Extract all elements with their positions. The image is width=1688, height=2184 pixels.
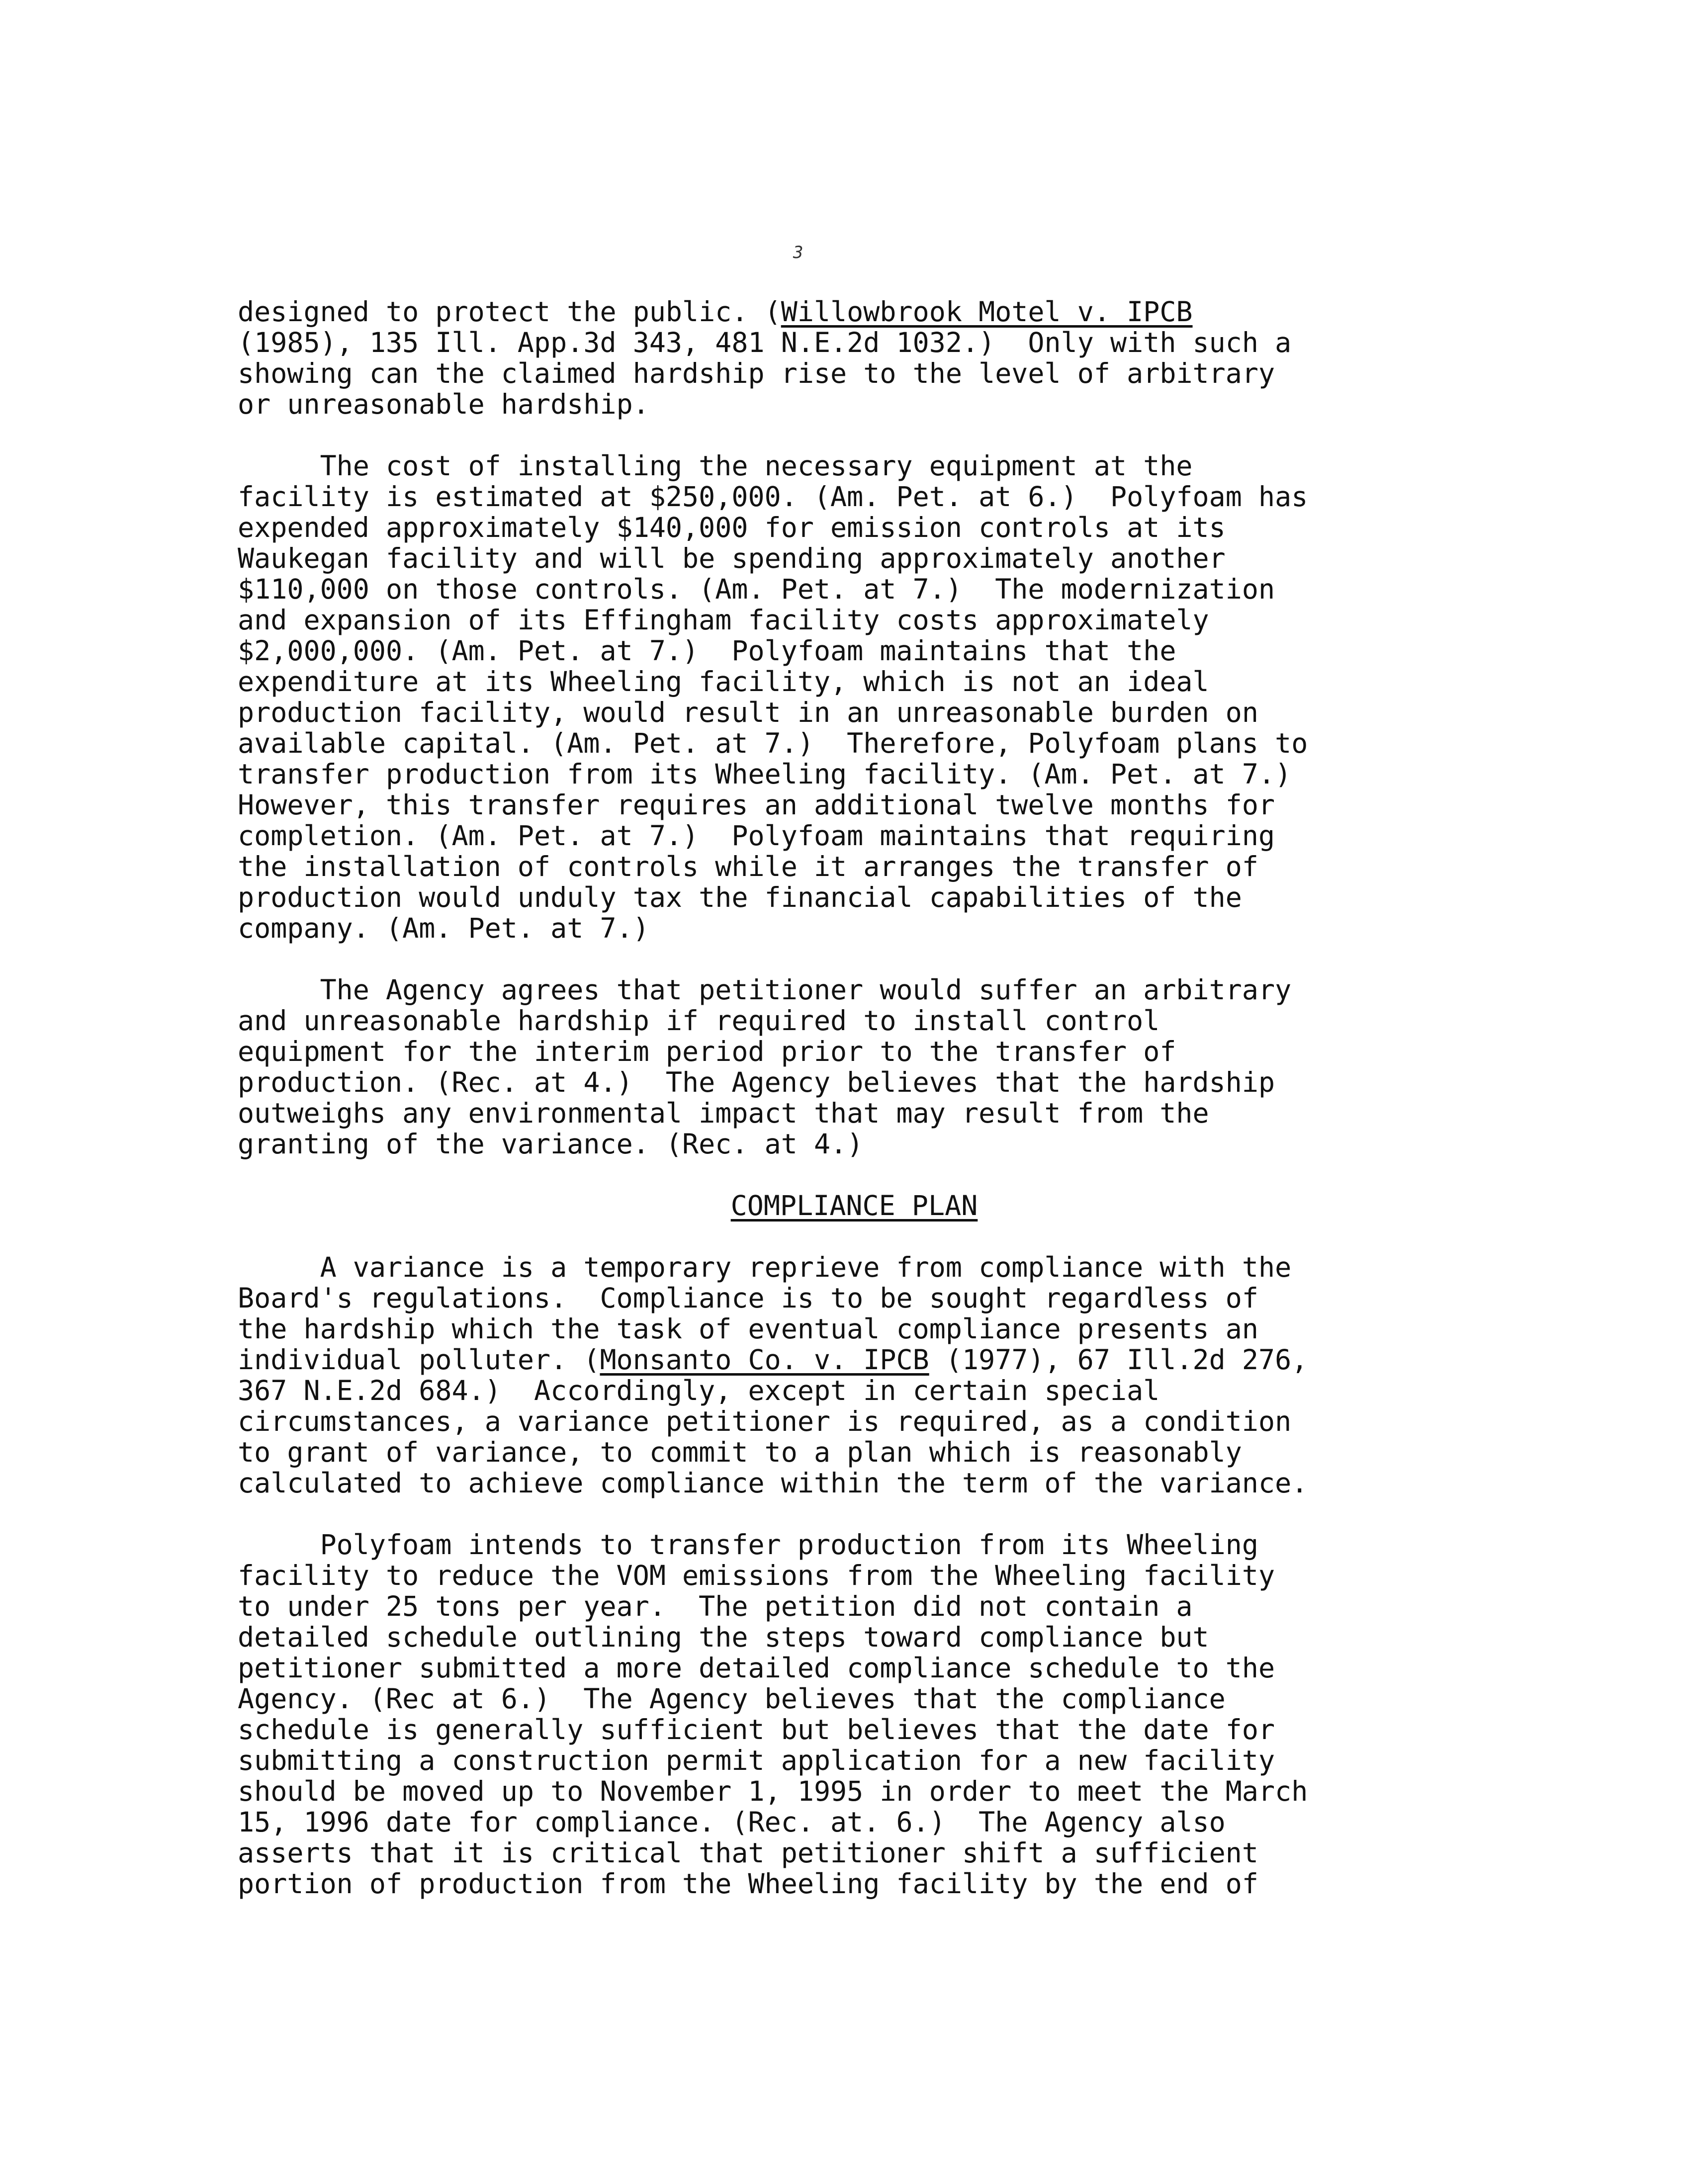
- text-line: A variance is a temporary reprieve from compliance with the: [238, 1251, 1292, 1283]
- text-line: detailed schedule outlining the steps toward compliance but: [238, 1621, 1209, 1653]
- text-line: (1985), 135 Ill. App.3d 343, 481 N.E.2d 1032.) Only with such a: [238, 327, 1292, 358]
- text-line: schedule is generally sufficient but believes that the date for: [238, 1714, 1275, 1746]
- text-line: Polyfoam intends to transfer production from its Wheeling: [238, 1529, 1258, 1561]
- text-line: $2,000,000. (Am. Pet. at 7.) Polyfoam maintains that the: [238, 635, 1176, 667]
- page-number: 3: [793, 243, 803, 262]
- text-line: should be moved up to November 1, 1995 in order to meet the March: [238, 1775, 1308, 1807]
- text-line: expended approximately $140,000 for emission controls at its: [238, 512, 1226, 543]
- case-citation: Willowbrook Motel v. IPCB: [781, 296, 1193, 328]
- paragraph-hardship-standard: [238, 296, 1471, 420]
- paragraph-transfer-plan: [238, 1529, 1471, 1899]
- text-line: $110,000 on those controls. (Am. Pet. at 7.) The modernization: [238, 573, 1275, 605]
- document-body: [238, 296, 1471, 1930]
- text-line: Waukegan facility and will be spending approximately another: [238, 542, 1226, 574]
- text-line: showing can the claimed hardship rise to the level of arbitrary: [238, 357, 1275, 389]
- text-line: Board's regulations. Compliance is to be sought regardless of: [238, 1282, 1258, 1314]
- text-line: to grant of variance, to commit to a plan which is reasonably: [238, 1436, 1242, 1468]
- section-heading-wrap: [238, 1190, 1471, 1221]
- text-line: circumstances, a variance petitioner is required, as a condition: [238, 1405, 1292, 1437]
- paragraph-cost-of-equipment: [238, 450, 1471, 944]
- text-line: transfer production from its Wheeling facility. (Am. Pet. at 7.): [238, 758, 1292, 790]
- text-line: petitioner submitted a more detailed compliance schedule to the: [238, 1652, 1275, 1684]
- text-line: production would unduly tax the financial capabilities of the: [238, 881, 1242, 913]
- text-line: to under 25 tons per year. The petition did not contain a: [238, 1590, 1193, 1622]
- text-line: company. (Am. Pet. at 7.): [238, 912, 649, 944]
- text-line: and unreasonable hardship if required to install control: [238, 1005, 1160, 1037]
- text-line: the installation of controls while it arranges the transfer of: [238, 851, 1258, 882]
- text-span: individual polluter. (: [238, 1344, 600, 1376]
- text-line: available capital. (Am. Pet. at 7.) Therefore, Polyfoam plans to: [238, 727, 1308, 759]
- text-line: equipment for the interim period prior to the transfer of: [238, 1036, 1176, 1067]
- text-span: designed to protect the public. (: [238, 296, 781, 328]
- text-line: Agency. (Rec at 6.) The Agency believes that the compliance: [238, 1683, 1226, 1715]
- text-line: portion of production from the Wheeling facility by the end of: [238, 1868, 1258, 1900]
- case-citation: Monsanto Co. v. IPCB: [600, 1344, 929, 1376]
- text-line: The Agency agrees that petitioner would suffer an arbitrary: [238, 974, 1292, 1006]
- text-line: production facility, would result in an unreasonable burden on: [238, 697, 1258, 728]
- paragraph-variance-definition: [238, 1252, 1471, 1498]
- text-line: expenditure at its Wheeling facility, which is not an ideal: [238, 666, 1209, 698]
- section-heading-compliance-plan: COMPLIANCE PLAN: [730, 1190, 978, 1222]
- text-line: and expansion of its Effingham facility costs approximately: [238, 604, 1209, 636]
- text-line: facility is estimated at $250,000. (Am. Pet. at 6.) Polyfoam has: [238, 481, 1308, 513]
- text-line: [238, 1344, 1471, 1375]
- text-line: granting of the variance. (Rec. at 4.): [238, 1128, 864, 1160]
- text-line: 367 N.E.2d 684.) Accordingly, except in certain special: [238, 1375, 1160, 1406]
- paragraph-agency-agrees: [238, 974, 1471, 1159]
- text-line: [238, 296, 1471, 327]
- text-line: production. (Rec. at 4.) The Agency believes that the hardship: [238, 1066, 1275, 1098]
- text-line: 15, 1996 date for compliance. (Rec. at. 6.) The Agency also: [238, 1806, 1226, 1838]
- text-line: completion. (Am. Pet. at 7.) Polyfoam maintains that requiring: [238, 820, 1275, 852]
- text-line: submitting a construction permit application for a new facility: [238, 1745, 1275, 1776]
- text-line: facility to reduce the VOM emissions from the Wheeling facility: [238, 1560, 1275, 1591]
- text-span: (1977), 67 Ill.2d 276,: [929, 1344, 1308, 1376]
- text-line: The cost of installing the necessary equipment at the: [238, 450, 1193, 482]
- text-line: calculated to achieve compliance within the term of the variance.: [238, 1467, 1308, 1499]
- text-line: asserts that it is critical that petitioner shift a sufficient: [238, 1837, 1258, 1869]
- text-line: or unreasonable hardship.: [238, 388, 649, 420]
- text-line: the hardship which the task of eventual compliance presents an: [238, 1313, 1258, 1345]
- text-line: However, this transfer requires an additional twelve months for: [238, 789, 1275, 821]
- text-line: outweighs any environmental impact that may result from the: [238, 1097, 1209, 1129]
